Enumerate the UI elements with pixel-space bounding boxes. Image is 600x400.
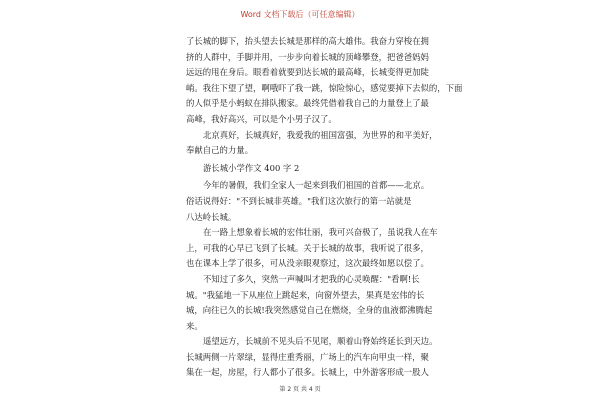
text-line: 远远的甩在身后。眼看着就要到达长城的最高峰，长城变得更加陡 — [186, 67, 429, 78]
text-line: 来。 — [186, 320, 203, 331]
text-line: 今年的暑假，我们全家人一起来到我们祖国的首都——北京。 — [203, 180, 430, 191]
page-number: 第 2 页 共 4 页 — [279, 386, 321, 393]
text-line: 不知过了多久，突然一声喊叫才把我的心灵唤醒："看啊!长 — [203, 273, 420, 284]
text-line: 了长城的脚下，抬头望去长城是那样的高大雄伟。我奋力穿梭在拥 — [186, 36, 429, 46]
text-line: 的人似乎是小蚂蚁在排队搬家。最终凭借着我自己的力量登上了最 — [186, 98, 429, 109]
paragraph — [186, 128, 438, 159]
text-line: 城。"我猛地一下从座位上跳起来，向窗外望去，果真是宏伟的长 — [186, 289, 425, 300]
text-line: 峭。我往下望了望，啊哦吓了我一跳，惊险惊心，感觉要掉下去似的，下面 — [186, 82, 463, 93]
text-line: 遥望远方，长城前不见头后不见尾，顺着山脊始终延长到天边。 — [203, 336, 438, 347]
text-line: 高峰，我好高兴，可以是个小男子汉了。 — [186, 113, 337, 124]
text-line: 也在课本上学了很多，可从没亲眼观察过，这次最终如愿以偿了。 — [186, 258, 429, 269]
text-line: 挤的人群中，手脚并用，一步步向着长城的顶峰攀登，把爸爸妈妈 — [186, 51, 429, 62]
article-body — [186, 34, 463, 381]
text-line: 奉献自己的力量。 — [186, 145, 253, 156]
paragraph — [186, 34, 463, 128]
section-heading: 游长城小学作文 400 字 2 — [203, 162, 300, 173]
text-line: 城，向往已久的长城!我突然感觉自己在燃烧，全身的血液都沸腾起 — [186, 305, 433, 316]
paragraph — [186, 178, 430, 225]
text-line: 集在一起，房屋，行人都小了很多。长城上，中外游客形成一股人 — [186, 367, 429, 378]
text-line: 在一路上想象着长城的宏伟壮丽，我可兴奋极了，虽说我人在车 — [203, 227, 438, 238]
text-line: 俗话说得好："不到长城非英雄。"我们这次旅行的第一站就是 — [186, 195, 412, 206]
text-line: 上，可我的心早已飞到了长城。关于长城的故事，我听说了很多， — [186, 242, 429, 253]
text-line: 北京真好，长城真好，我爱我的祖国富强，为世界的和平美好， — [203, 129, 438, 140]
text-line: 八达岭长城。 — [186, 211, 237, 222]
paragraph — [186, 272, 433, 334]
text-line: 长城两侧一片翠绿，显得庄重秀丽，广场上的汽车向甲虫一样，聚 — [186, 351, 429, 362]
paragraph — [186, 225, 438, 272]
paragraph — [186, 334, 438, 381]
download-header: Word 文档下载后（可任意编辑） — [240, 10, 360, 19]
